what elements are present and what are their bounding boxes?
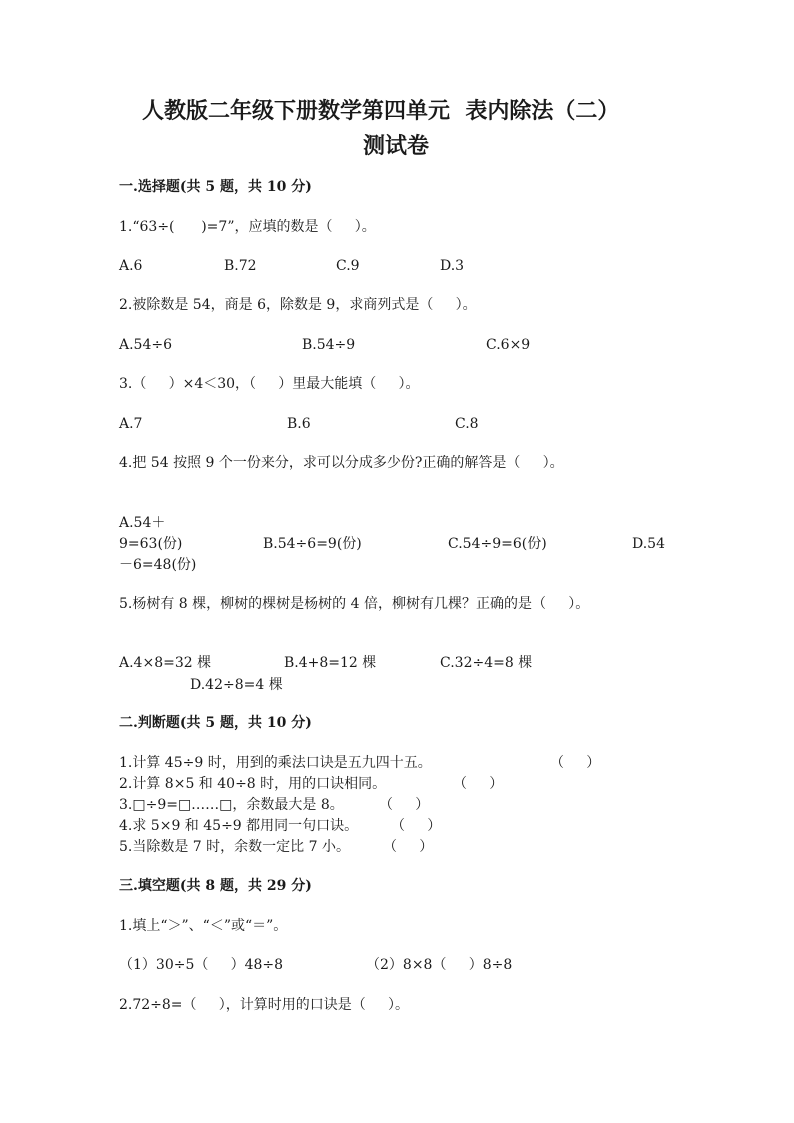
- question-1-option-c: C.9: [336, 258, 360, 274]
- question-5-stem: 5.杨树有 8 棵，柳树的棵树是杨树的 4 倍，柳树有几棵？正确的是（ ）。: [119, 596, 590, 612]
- judgement-3-text: 3.□÷9=□……□，余数最大是 8。: [119, 797, 344, 813]
- question-4-option-a-line2: 9=63(份): [119, 536, 183, 552]
- question-4-option-c: C.54÷9=6(份): [448, 536, 547, 552]
- judgement-3-blank: （ ）: [379, 797, 430, 813]
- fill-2-stem: 2.72÷8=（ ），计算时用的口诀是（ ）。: [119, 997, 410, 1013]
- fill-1-stem: 1.填上“＞”、“＜”或“＝”。: [119, 918, 288, 934]
- question-3-option-c: C.8: [455, 416, 479, 432]
- question-5-option-a: A.4×8=32 棵: [119, 655, 212, 671]
- question-5-option-c: C.32÷4=8 棵: [440, 655, 533, 671]
- page-title-line1: 人教版二年级下册数学第四单元 表内除法（二）: [142, 98, 620, 124]
- question-5-option-b: B.4+8=12 棵: [284, 655, 377, 671]
- question-2-option-c: C.6×9: [486, 337, 531, 353]
- question-4-option-d-line2: －6=48(份): [119, 557, 197, 573]
- section1-heading: 一.选择题(共 5 题，共 10 分): [119, 179, 312, 195]
- judgement-4-blank: （ ）: [391, 818, 442, 834]
- question-1-option-b: B.72: [224, 258, 257, 274]
- question-2-stem: 2.被除数是 54，商是 6，除数是 9，求商列式是（ ）。: [119, 297, 477, 313]
- judgement-4-text: 4.求 5×9 和 45÷9 都用同一句口诀。: [119, 818, 359, 834]
- section3-heading: 三.填空题(共 8 题，共 29 分): [119, 878, 312, 894]
- judgement-5-text: 5.当除数是 7 时，余数一定比 7 小。: [119, 839, 350, 855]
- judgement-1-text: 1.计算 45÷9 时，用到的乘法口诀是五九四十五。: [119, 755, 432, 771]
- judgement-5-blank: （ ）: [383, 839, 434, 855]
- fill-1-part1: （1）30÷5（ ）48÷8: [119, 957, 284, 973]
- question-5-option-d: D.42÷8=4 棵: [190, 677, 283, 693]
- question-4-option-a-line1: A.54＋: [119, 515, 166, 531]
- judgement-2-text: 2.计算 8×5 和 40÷8 时，用的口诀相同。: [119, 776, 387, 792]
- question-1-option-d: D.3: [440, 258, 465, 274]
- judgement-1-blank: （ ）: [550, 755, 601, 771]
- question-2-option-a: A.54÷6: [119, 337, 173, 353]
- judgement-2-blank: （ ）: [453, 776, 504, 792]
- fill-1-part2: （2）8×8（ ）8÷8: [366, 957, 513, 973]
- section2-heading: 二.判断题(共 5 题，共 10 分): [119, 715, 312, 731]
- question-2-option-b: B.54÷9: [302, 337, 356, 353]
- question-3-option-b: B.6: [287, 416, 311, 432]
- question-1-stem: 1.“63÷( )=7”，应填的数是（ ）。: [119, 219, 376, 235]
- question-4-stem: 4.把 54 按照 9 个一份来分，求可以分成多少份?正确的解答是（ ）。: [119, 455, 564, 471]
- question-4-option-b: B.54÷6=9(份): [263, 536, 362, 552]
- page-title-line2: 测试卷: [363, 133, 430, 159]
- question-4-option-d-line1: D.54: [632, 536, 665, 552]
- question-3-option-a: A.7: [119, 416, 143, 432]
- question-3-stem: 3.（ ）×4＜30，（ ）里最大能填（ ）。: [119, 376, 420, 392]
- question-1-option-a: A.6: [119, 258, 143, 274]
